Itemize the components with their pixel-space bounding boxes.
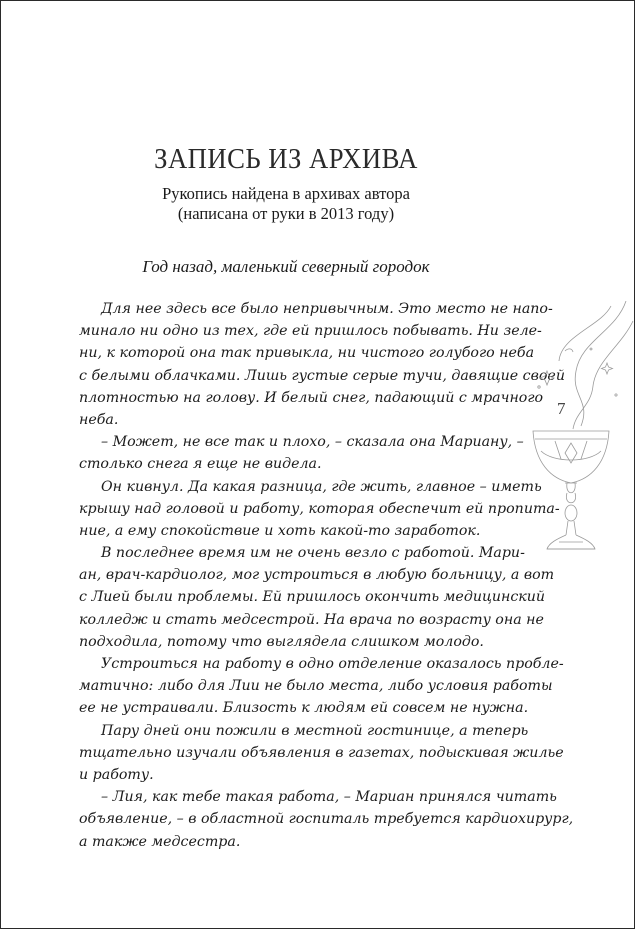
subtitle-line-1: Рукопись найдена в архивах автора <box>162 184 410 203</box>
text-line: минало ни одно из тех, где ей пришлось побывать. Ни зеле- <box>79 323 542 340</box>
text-line: ни, к которой она так привыкла, ни чистого голубого неба <box>79 345 535 362</box>
text-line: – Лия, как тебе такая работа, – Мариан принялся читать <box>101 789 557 806</box>
text-line: тщательно изучали объявления в газетах, подыскивая жилье <box>79 744 564 761</box>
text-line: подходила, потому что выглядела слишком молодо. <box>79 633 484 650</box>
goblet-illustration-icon <box>521 301 635 561</box>
chapter-title: ЗАПИСЬ ИЗ АРХИВА <box>154 143 418 175</box>
subtitle-line-2: (написана от руки в 2013 году) <box>177 204 395 223</box>
text-line: с белыми облачками. Лишь густые серые тучи, давящие своей <box>79 367 565 384</box>
text-line: матично: либо для Лии не было места, либо условия работы <box>79 678 553 695</box>
text-line: а также медсестра. <box>79 833 241 850</box>
scene-location: Год назад, маленький северный городок <box>142 257 430 276</box>
text-line: объявление, – в областной госпиталь требуется кардиохирург, <box>79 811 574 828</box>
text-line: – Может, не все так и плохо, – сказала она Мариану, – <box>101 434 524 451</box>
text-line: ан, врач-кардиолог, мог устроиться в любую больницу, а вот <box>79 567 555 584</box>
text-line: крышу над головой и работу, которая обеспечит ей пропита- <box>79 500 560 517</box>
body-text <box>79 298 574 853</box>
text-line: Он кивнул. Да какая разница, где жить, главное – иметь <box>101 478 542 495</box>
page-number: 7 <box>557 399 566 418</box>
text-line: колледж и стать медсестрой. На врача по возрасту она не <box>79 611 544 628</box>
text-line: Пару дней они пожили в местной гостинице, а теперь <box>101 722 529 739</box>
text-line: с Лией были проблемы. Ей пришлось окончить медицинский <box>79 589 546 606</box>
text-line: ее не устраивали. Близость к людям ей совсем не нужна. <box>79 700 529 717</box>
text-line: ние, а ему спокойствие и хоть какой-то заработок. <box>79 522 481 539</box>
text-line: столько снега я еще не видела. <box>79 456 322 473</box>
text-line: Для нее здесь все было непривычным. Это место не напо- <box>101 301 553 317</box>
text-line: и работу. <box>79 766 154 783</box>
chapter-subtitle <box>1 184 571 224</box>
text-line: плотностью на голову. И белый снег, падающий с мрачного <box>79 389 544 406</box>
text-line: неба. <box>79 411 119 428</box>
text-line: В последнее время им не очень везло с работой. Мари- <box>101 545 525 562</box>
text-line: Устроиться на работу в одно отделение оказалось пробле- <box>101 656 564 672</box>
